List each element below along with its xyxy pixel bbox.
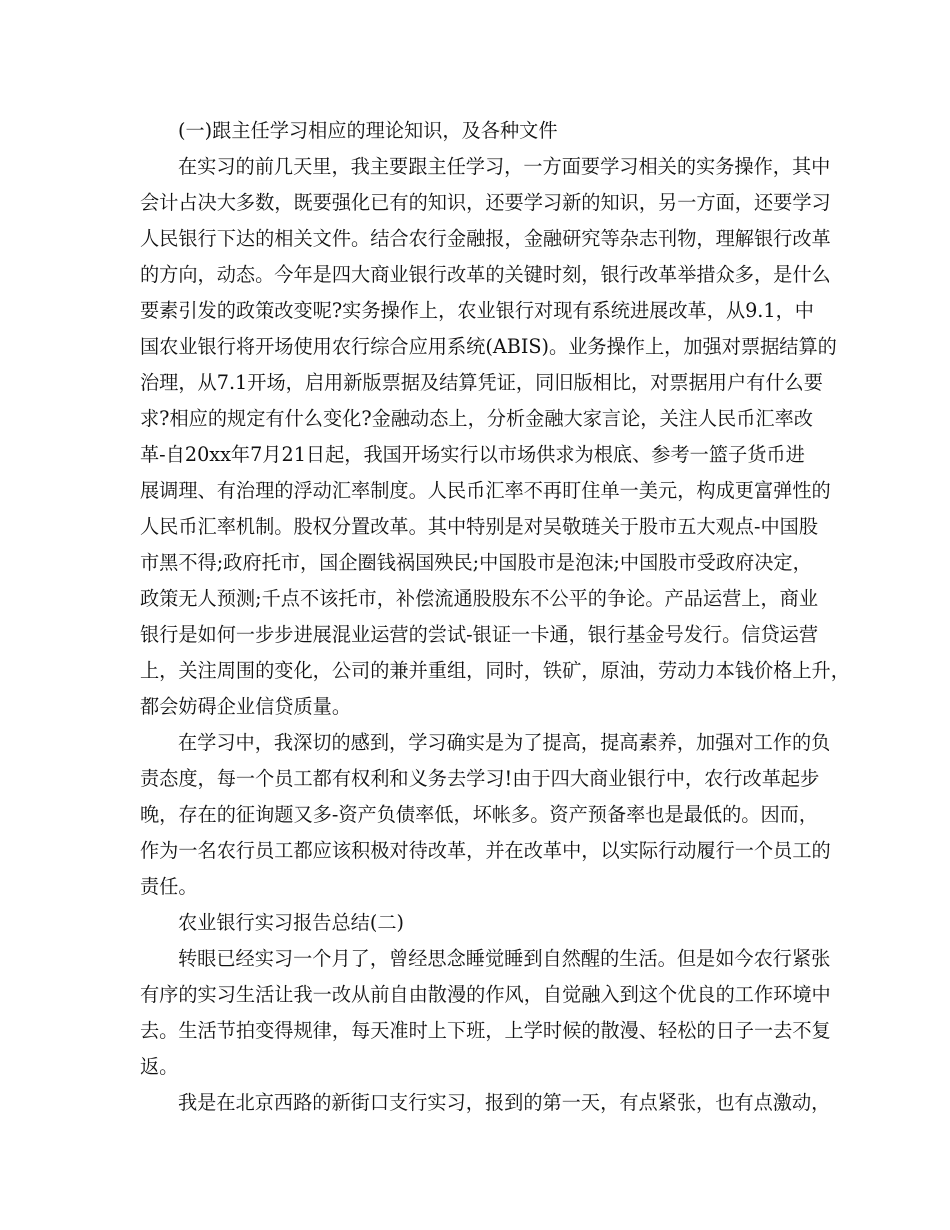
- text-line: 有序的实习生活让我一改从前自由散漫的作风，自觉融入到这个优良的工作环境中: [140, 983, 831, 1006]
- text-line: 银行是如何一步步进展混业运营的尝试-银证一卡通，银行基金号发行。信贷运营: [140, 623, 819, 646]
- text-line: (一)跟主任学习相应的理论知识，及各种文件: [178, 119, 558, 142]
- document-body: [140, 116, 850, 1124]
- text-line: 求?相应的规定有什么变化?金融动态上，分析金融大家言论，关注人民币汇率改: [140, 407, 813, 430]
- text-line: 去。生活节拍变得规律，每天准时上下班，上学时候的散漫、轻松的日子一去不复: [140, 1019, 831, 1042]
- text-line: 要素引发的政策改变呢?实务操作上，农业银行对现有系统进展改革，从9.1，中: [140, 299, 814, 322]
- text-line: 作为一名农行员工都应该积极对待改革，并在改革中，以实际行动履行一个员工的: [140, 839, 831, 862]
- text-line: 会计占决大多数，既要强化已有的知识，还要学习新的知识，另一方面，还要学习: [140, 191, 831, 214]
- text-line: 国农业银行将开场使用农行综合应用系统(ABIS)。业务操作上，加强对票据结算的: [140, 335, 837, 358]
- text-line: 返。: [140, 1055, 179, 1078]
- text-line: 人民币汇率机制。股权分置改革。其中特别是对吴敬琏关于股市五大观点-中国股: [140, 515, 819, 538]
- text-line: 政策无人预测;千点不该托市，补偿流通股股东不公平的争论。产品运营上，商业: [140, 587, 819, 610]
- text-line: 晚，存在的征询题又多-资产负债率低，坏帐多。资产预备率也是最低的。因而，: [140, 803, 819, 826]
- text-line: 人民银行下达的相关文件。结合农行金融报，金融研究等杂志刊物，理解银行改革: [140, 227, 831, 250]
- text-line: 责任。: [140, 875, 198, 898]
- text-line: 革-自20xx年7月21日起，我国开场实行以市场供求为根底、参考一篮子货币进: [140, 443, 805, 466]
- text-line: 农业银行实习报告总结(二): [178, 911, 405, 934]
- text-line: 在学习中，我深切的感到，学习确实是为了提高，提高素养，加强对工作的负: [178, 731, 831, 754]
- text-line: 转眼已经实习一个月了，曾经思念睡觉睡到自然醒的生活。但是如今农行紧张: [178, 947, 831, 970]
- text-line: 展调理、有治理的浮动汇率制度。人民币汇率不再盯住单一美元，构成更富弹性的: [140, 479, 831, 502]
- text-line: 的方向，动态。今年是四大商业银行改革的关键时刻，银行改革举措众多，是什么: [140, 263, 831, 286]
- text-line: 上，关注周围的变化，公司的兼并重组，同时，铁矿，原油，劳动力本钱价格上升，: [140, 659, 850, 682]
- text-line: 治理，从7.1开场，启用新版票据及结算凭证，同旧版相比，对票据用户有什么要: [140, 371, 823, 394]
- text-line: 市黑不得;政府托市，国企圈钱祸国殃民;中国股市是泡沫;中国股市受政府决定，: [140, 551, 812, 574]
- text-line: 在实习的前几天里，我主要跟主任学习，一方面要学习相关的实务操作，其中: [178, 155, 831, 178]
- text-line: 责态度，每一个员工都有权利和义务去学习!由于四大商业银行中，农行改革起步: [140, 767, 820, 790]
- text-line: 我是在北京西路的新街口支行实习，报到的第一天，有点紧张，也有点激动，: [178, 1091, 831, 1114]
- text-line: 都会妨碍企业信贷质量。: [140, 695, 352, 718]
